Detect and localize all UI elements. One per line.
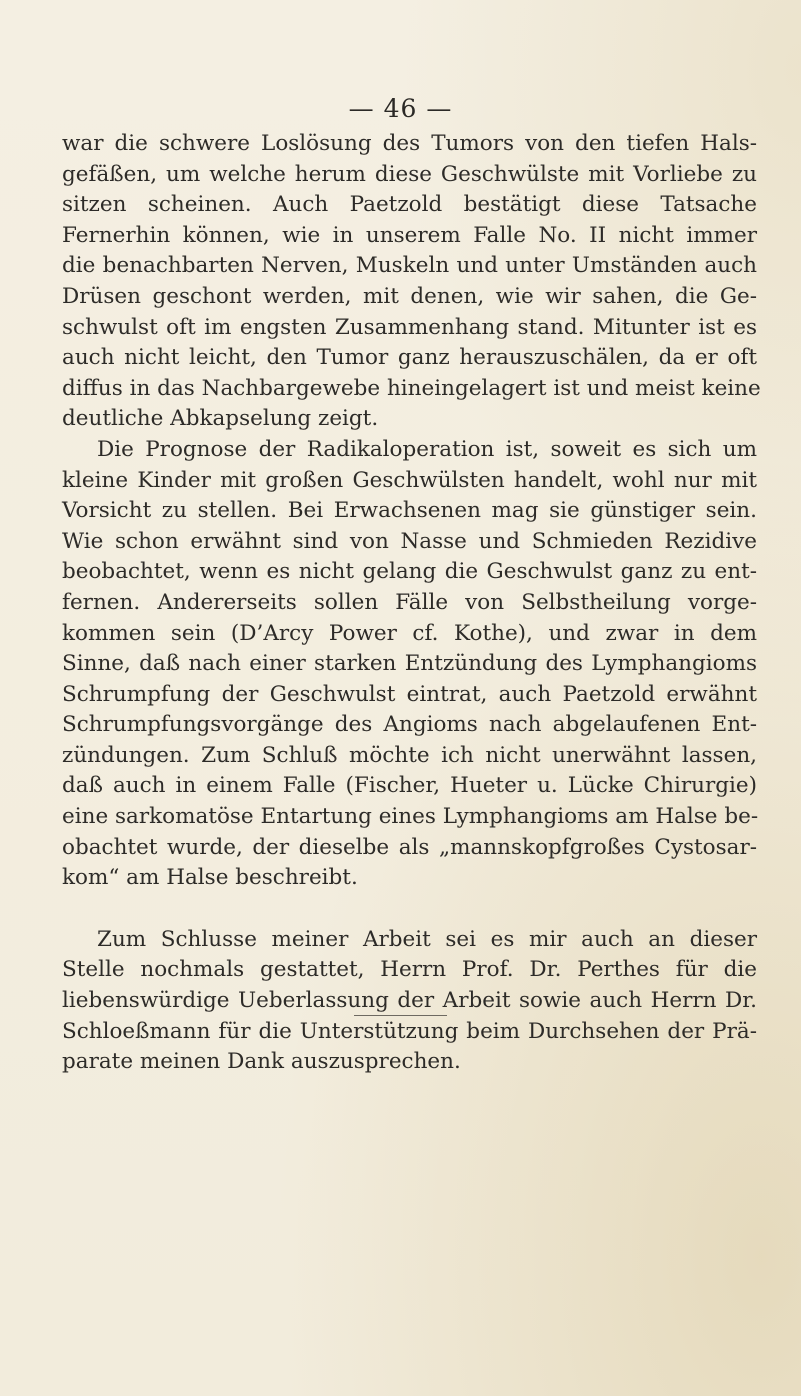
text-line: liebenswürdige Ueberlassung der Arbeit sowie auch Herrn Dr. <box>62 988 757 1014</box>
body-text <box>62 129 761 1078</box>
text-line: obachtet wurde, der dieselbe als „mannskopfgroßes Cystosar- <box>62 834 757 860</box>
text-line: kommen sein (D’Arcy Power cf. Kothe), und zwar in dem <box>62 620 757 646</box>
text-line: parate meinen Dank auszusprechen. <box>62 1049 461 1075</box>
paragraph-acknowledgement <box>62 925 757 1078</box>
text-line: kleine Kinder mit großen Geschwülsten handelt, wohl nur mit <box>62 467 757 493</box>
text-line: Fernerhin können, wie in unserem Falle No. II nicht immer <box>62 222 757 248</box>
text-line: Wie schon erwähnt sind von Nasse und Schmieden Rezidive <box>62 528 757 554</box>
text-line: beobachtet, wenn es nicht gelang die Geschwulst ganz zu ent- <box>62 559 757 585</box>
text-line: Zum Schlusse meiner Arbeit sei es mir auch an dieser <box>97 926 757 952</box>
text-line: sitzen scheinen. Auch Paetzold bestätigt diese Tatsache <box>62 192 757 218</box>
text-line: Stelle nochmals gestattet, Herrn Prof. Dr. Perthes für die <box>62 957 757 983</box>
text-line: war die schwere Loslösung des Tumors von den tiefen Hals- <box>62 131 757 156</box>
paragraph-prognosis <box>62 435 757 894</box>
paragraph-complications <box>62 129 761 435</box>
text-line: daß auch in einem Falle (Fischer, Hueter u. Lücke Chirurgie) <box>62 773 757 799</box>
text-line: auch nicht leicht, den Tumor ganz herauszuschälen, da er oft <box>62 345 757 371</box>
text-line: Schloeßmann für die Unterstützung beim Durchsehen der Prä- <box>62 1018 757 1044</box>
text-line: Schrumpfung der Geschwulst eintrat, auch Paetzold erwähnt <box>62 681 757 707</box>
text-line: deutliche Abkapselung zeigt. <box>62 406 379 432</box>
text-line: schwulst oft im engsten Zusammenhang stand. Mitunter ist es <box>62 314 757 340</box>
closing-rule <box>354 1015 447 1016</box>
text-line: Sinne, daß nach einer starken Entzündung des Lymphangioms <box>62 651 757 677</box>
text-line: fernen. Andererseits sollen Fälle von Selbstheilung vorge- <box>62 589 757 615</box>
page-number: — 46 — <box>348 94 453 123</box>
text-line: diffus in das Nachbargewebe hineingelagert ist und meist keine <box>62 375 761 401</box>
text-line: zündungen. Zum Schluß möchte ich nicht unerwähnt lassen, <box>62 742 757 768</box>
text-line: Die Prognose der Radikaloperation ist, soweit es sich um <box>97 436 757 462</box>
text-line: Drüsen geschont werden, mit denen, wie wir sahen, die Ge- <box>62 283 757 309</box>
text-line: Vorsicht zu stellen. Bei Erwachsenen mag sie günstiger sein. <box>62 498 757 524</box>
text-line: die benachbarten Nerven, Muskeln und unter Umständen auch <box>62 253 757 279</box>
text-line: eine sarkomatöse Entartung eines Lymphangioms am Halse be- <box>62 804 759 830</box>
text-line: Schrumpfungsvorgänge des Angioms nach abgelaufenen Ent- <box>62 712 757 738</box>
paragraph-spacer <box>62 894 757 925</box>
text-line: gefäßen, um welche herum diese Geschwülste mit Vorliebe zu <box>62 161 757 187</box>
text-line: kom“ am Halse beschreibt. <box>62 865 358 891</box>
